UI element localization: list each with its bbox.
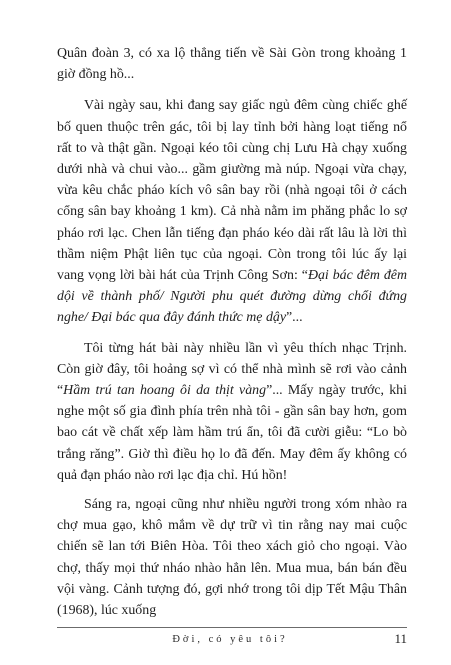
paragraph	[57, 95, 407, 328]
body-text	[57, 43, 407, 631]
italic-quote: Hầm trú tan hoang ôi da thịt vàng	[63, 383, 267, 399]
text-run: Tôi từng hát bài này nhiều lần vì yêu thích nhạc Trịnh. Còn giờ đây, tôi hoảng sợ vì có thể nhà mình sẽ rơi vào cảnh “	[57, 340, 407, 399]
text-run: ”...	[286, 310, 303, 326]
paragraph	[57, 338, 407, 486]
page-number: 11	[394, 631, 407, 646]
paragraph	[57, 43, 407, 85]
paragraph	[57, 494, 407, 621]
text-run: ”... Mấy ngày trước, khi nghe một số gia đình phía trên nhà tôi - gần sân bay hơn, gom bao cát về chất xếp làm hầm trú ẩn, tôi đã cười giễu: “Lo bò trắng răng”. Giờ thì điều họ lo đã đến. May đêm ấy không có quả đạn pháo nào rơi lạc địa chỉ. Hú hồn!	[57, 383, 407, 483]
text-run: Sáng ra, ngoại cũng như nhiều người trong xóm nhào ra chợ mua gạo, khô mắm về dự trữ vì tin rằng nay mai cuộc chiến sẽ lan tới Biên Hòa. Tôi theo xách giỏ cho ngoại. Vào chợ, thấy mọi thứ nháo nhào hẳn lên. Mua mua, bán bán đều vội vàng. Cảnh tượng đó, gợi nhớ trong tôi dịp Tết Mậu Thân (1968), lúc xuống	[57, 497, 407, 619]
text-run: Vài ngày sau, khi đang say giấc ngủ đêm cùng chiếc ghế bố quen thuộc trên gác, tôi bị lay tỉnh bởi hàng loạt tiếng nổ rất to và thật gần. Ngoại kéo tôi cùng chị Lưu Hà chạy xuống dưới nhà và chui vào... gầm giường mà núp. Ngoại vừa chạy, vừa kêu chắc pháo kích vô sân bay rồi (nhà ngoại tôi ở cách cổng sân bay khoảng 1 km). Cả nhà nằm im phăng phắc lo sợ pháo rơi lạc. Chen lẫn tiếng đạn pháo kéo dài rất lâu là lời thì thầm niệm Phật liên tục của ngoại. Còn trong tôi lúc ấy lại vang vọng lời bài hát của Trịnh Công Sơn: “	[57, 98, 407, 284]
text-run: Quân đoàn 3, có xa lộ thẳng tiến về Sài Gòn trong khoảng 1 giờ đồng hồ...	[57, 46, 407, 83]
footer-rule	[57, 627, 407, 628]
italic-quote: Đại bác đêm đêm dội về thành phố/ Người phu quét đường dừng chổi đứng nghe/ Đại bác qua đây đánh thức mẹ dậy	[57, 268, 407, 326]
running-footer-title: Đời, có yêu tôi?	[172, 634, 288, 645]
